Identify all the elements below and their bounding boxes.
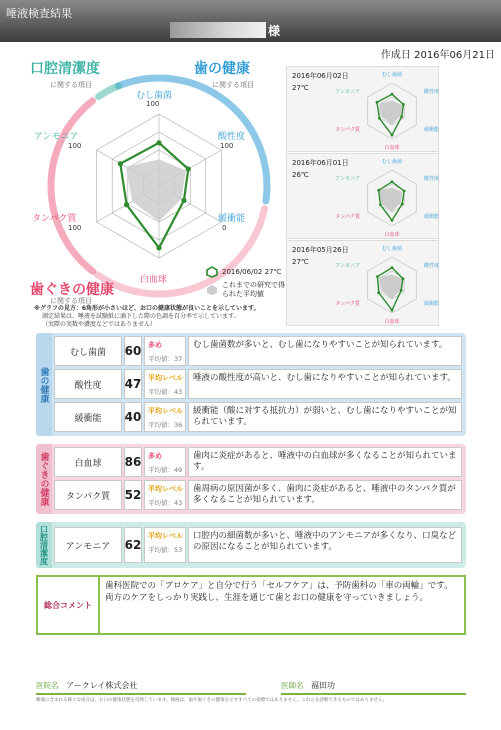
radar-point — [118, 161, 123, 166]
mini-axis-label: 緩衝能 — [424, 127, 440, 133]
mini-point — [391, 266, 394, 269]
item-name: むし歯菌 — [54, 336, 122, 366]
mini-point — [379, 203, 382, 206]
item-value: 62 — [124, 527, 142, 563]
caption-gum-health: 歯ぐきの健康 — [30, 282, 114, 298]
legend-average-icon — [206, 284, 218, 296]
group-tab — [36, 333, 52, 436]
mini-axis-label: むし歯菌 — [381, 159, 403, 165]
mini-axis-label: アンモニア — [335, 263, 360, 269]
caption-teeth-health-sub: に関する項目 — [212, 81, 254, 89]
legend-average-label: これまでの研究で得られた平均値 — [222, 281, 285, 298]
legend-current-label: 2016/06/02 27℃ — [222, 267, 282, 276]
item-value: 40 — [124, 402, 142, 432]
mini-point — [391, 180, 394, 183]
doctor-name: 福田功 — [311, 681, 335, 690]
mini-point — [391, 309, 394, 312]
mini-point — [378, 117, 381, 120]
axis-label-cavity-bacteria: むし歯菌 — [136, 91, 173, 101]
item-comment: 唾液の酸性度が高いと、むし歯になりやすいことが知られています。 — [188, 369, 462, 399]
item-level — [144, 447, 186, 477]
history-radar — [335, 71, 440, 151]
level-text: 平均レベル — [148, 374, 183, 382]
item-level — [144, 369, 186, 399]
note-line: （実際の実数や濃度などではありません） — [42, 321, 157, 328]
history-temp: 27℃ — [292, 258, 309, 266]
item-name: 白血球 — [54, 447, 122, 477]
mini-axis-label: 白血球 — [384, 232, 400, 238]
mini-axis-label: むし歯菌 — [381, 246, 403, 252]
group-gum-health — [36, 444, 466, 514]
mini-axis-label: タンパク質 — [335, 301, 360, 307]
item-name: 緩衝能 — [54, 402, 122, 432]
group-oral-cleanliness — [36, 522, 466, 568]
title-bar — [0, 0, 501, 42]
history-date: 2016年05月26日 — [292, 246, 349, 254]
mini-point — [402, 103, 405, 106]
result-row — [54, 336, 462, 366]
history-date: 2016年06月01日 — [292, 159, 349, 167]
clinic-name: アークレイ株式会社 — [66, 681, 138, 690]
average-text: 平均値：37 — [148, 355, 183, 363]
axis-max-upper-left: 100 — [68, 142, 82, 150]
issue-date: 作成日 2016年06月21日 — [380, 50, 495, 61]
history-temp: 26℃ — [292, 171, 309, 179]
item-level — [144, 527, 186, 563]
group-teeth-health — [36, 333, 466, 436]
result-row — [54, 447, 462, 477]
radar-point — [156, 245, 161, 250]
history-radar — [335, 245, 440, 325]
caption-oral-cleanliness: 口腔清潔度 — [30, 61, 100, 77]
axis-min-lower-right: 0 — [222, 224, 227, 232]
group-tab — [36, 522, 52, 568]
mini-point — [376, 275, 379, 278]
mini-point — [401, 202, 404, 205]
caption-oral-cleanliness-sub: に関する項目 — [50, 81, 92, 89]
mini-axis-label: 緩衝能 — [424, 214, 440, 220]
caption-gum-health-sub: に関する項目 — [50, 297, 92, 305]
axis-max-top: 100 — [146, 100, 160, 108]
axis-label-ammonia: アンモニア — [34, 132, 79, 142]
mini-axis-label: 酸性度 — [424, 89, 440, 95]
item-level — [144, 480, 186, 510]
mini-point — [400, 289, 403, 292]
clinic-underline — [36, 693, 246, 695]
mini-axis-label: 酸性度 — [424, 263, 440, 269]
axis-label-buffer-capacity: 緩衝能 — [218, 214, 246, 224]
radar-point — [186, 166, 191, 171]
history-card — [286, 66, 439, 152]
radar-point — [181, 198, 186, 203]
mini-axis-label: タンパク質 — [335, 214, 360, 220]
disclaimer: 唾液に含まれる様々な成分は、お口の健康状態を反映しています。唾液は、歯や歯ぐきの健康を示すすべての指標ではありません。これらを診断できるものではありません。 — [36, 698, 388, 703]
radar-legend — [206, 266, 290, 302]
mini-axis-label: 白血球 — [384, 145, 400, 151]
group-tab-label: 口腔清潔度 — [39, 525, 49, 565]
graph-notes — [34, 305, 304, 329]
history-temp: 27℃ — [292, 84, 309, 92]
overall-comment-text: 歯科医院での「プロケア」と自分で行う「セルフケア」は、予防歯科の「車の両輪」です。両方のケアをしっかり実践し、生涯を通じて歯とお口の健康を守っていきましょう。 — [105, 581, 453, 603]
history-date: 2016年06月02日 — [292, 72, 349, 80]
axis-max-lower-left: 100 — [68, 224, 82, 232]
item-comment: 歯肉に炎症があると、唾液中の白血球が多くなることが知られています。 — [188, 447, 462, 477]
mini-axis-label: むし歯菌 — [381, 72, 403, 78]
mini-axis-label: 緩衝能 — [424, 301, 440, 307]
radar-point — [124, 202, 129, 207]
mini-point — [391, 93, 394, 96]
mini-axis-label: 酸性度 — [424, 176, 440, 182]
group-tab-label: 歯の健康 — [38, 366, 49, 403]
item-name: アンモニア — [54, 527, 122, 563]
mini-point — [377, 189, 380, 192]
radar-point — [156, 140, 161, 145]
average-text: 平均値：49 — [148, 466, 183, 474]
mini-point — [403, 190, 406, 193]
item-value: 60 — [124, 336, 142, 366]
caption-teeth-health: 歯の健康 — [194, 61, 250, 77]
item-comment: 歯周病の原因菌が多く、歯肉に炎症があると、唾液中のタンパク質が多くなることが知られています。 — [188, 480, 462, 510]
report-title: 唾液検査結果 — [6, 7, 72, 20]
axis-label-acidity: 酸性度 — [218, 132, 246, 142]
mini-point — [402, 277, 405, 280]
axis-max-upper-right: 100 — [220, 142, 234, 150]
level-text: 多め — [148, 341, 162, 349]
overall-comment-label: 総合コメント — [38, 577, 100, 633]
history-card — [286, 153, 439, 239]
doctor-underline — [281, 693, 466, 695]
result-row — [54, 480, 462, 510]
mini-point — [400, 115, 403, 118]
mini-axis-label: アンモニア — [335, 176, 360, 182]
mini-axis-label: タンパク質 — [335, 127, 360, 133]
patient-name-masked — [170, 22, 266, 38]
level-text: 平均レベル — [148, 532, 183, 540]
result-row — [54, 527, 462, 563]
average-text: 平均値：43 — [148, 499, 183, 507]
result-row — [54, 369, 462, 399]
gum-arc — [51, 101, 93, 271]
mini-point — [377, 291, 380, 294]
clinic-label: 医院名 — [36, 681, 59, 690]
average-text: 平均値：53 — [148, 546, 183, 554]
honorific: 様 — [268, 24, 281, 38]
level-text: 平均レベル — [148, 407, 183, 415]
history-card — [286, 240, 439, 326]
level-text: 平均レベル — [148, 485, 183, 493]
group-tab — [36, 444, 52, 514]
item-comment: むし歯菌数が多いと、むし歯になりやすいことが知られています。 — [188, 336, 462, 366]
item-value: 86 — [124, 447, 142, 477]
average-text: 平均値：43 — [148, 388, 183, 396]
item-comment: 緩衝能（酸に対する抵抗力）が弱いと、むし歯になりやすいことが知られています。 — [188, 402, 462, 432]
item-comment: 口腔内の細菌数が多いと、唾液中のアンモニアが多くなり、口臭などの原因になることが知られています。 — [188, 527, 462, 563]
item-value: 47 — [124, 369, 142, 399]
mini-point — [391, 134, 394, 137]
item-level — [144, 336, 186, 366]
item-name: 酸性度 — [54, 369, 122, 399]
clean-arc — [99, 86, 119, 97]
mini-point — [391, 219, 394, 222]
group-tab-label: 歯ぐきの健康 — [38, 452, 49, 506]
overall-comment — [36, 575, 466, 635]
level-text: 多め — [148, 452, 162, 460]
result-row — [54, 402, 462, 432]
axis-label-leukocytes: 白血球 — [140, 275, 168, 285]
item-level — [144, 402, 186, 432]
doctor-label: 医師名 — [281, 681, 304, 690]
mini-point — [376, 101, 379, 104]
note-line: 測定結果は、唾液を試験紙に滴下した際の色調を百分率で示しています。 — [42, 313, 240, 320]
mini-axis-label: アンモニア — [335, 89, 360, 95]
average-text: 平均値：36 — [148, 421, 183, 429]
item-name: タンパク質 — [54, 480, 122, 510]
legend-current-icon — [206, 266, 218, 278]
item-value: 52 — [124, 480, 142, 510]
mini-axis-label: 白血球 — [384, 319, 400, 325]
axis-label-protein: タンパク質 — [32, 214, 77, 224]
history-radar — [335, 158, 440, 238]
note-line: ※グラフの見方：6角形が小さいほど、お口の健康状態が良いことを示しています。 — [34, 305, 260, 312]
